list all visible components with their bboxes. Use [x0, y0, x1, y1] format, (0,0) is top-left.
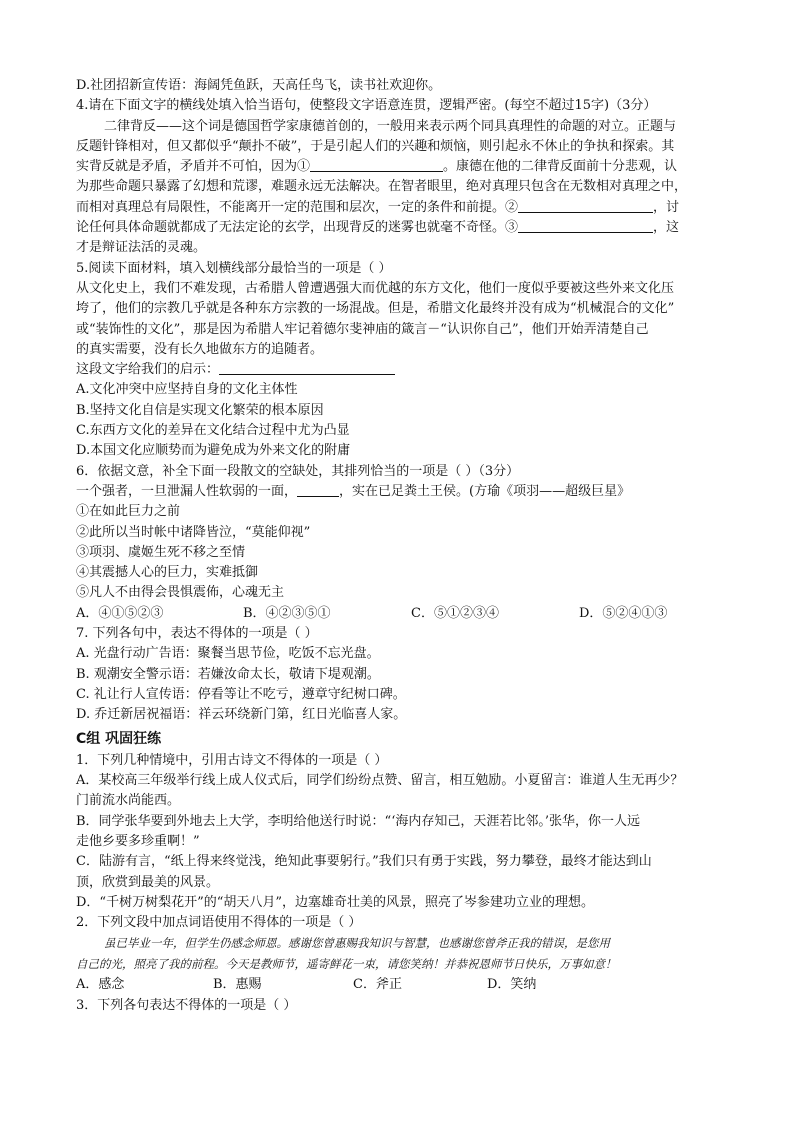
q4-paragraph-line: 为那些命题只暴露了幻想和荒谬，难题永远无法解决。在智者眼里，绝对真理只包含在无数相对真理之中， — [76, 179, 688, 195]
q6-item-5: ⑤凡人不由得会畏惧震佈，心魂无主 — [76, 585, 285, 601]
c2-passage-line: 自己的光，照亮了我的前程。今天是教师节，遥寄鲜花一束，请您笑纳！并恭祝恩师节日快乐，万事如意！ — [76, 957, 617, 972]
q5-option-c: C.东西方文化的差异在文化结合过程中尤为凸显 — [76, 423, 350, 439]
q7-option-c: C. 礼让行人宣传语：停看等让不吃亏，遵章守纪树口碑。 — [76, 686, 406, 702]
c2-option-d: D．笑纳 — [487, 977, 537, 993]
c1-stem: 1．下列几种情境中，引用古诗文不得体的一项是（ ） — [76, 752, 388, 768]
q7-option-b: B. 观潮安全警示语：若嫌汝命太长，敬请下堤观潮。 — [76, 666, 380, 682]
q4-paragraph-line — [76, 157, 732, 177]
q4-text: 。康德在他的二律背反面前十分悲观，认 — [443, 159, 678, 175]
q6-options — [76, 604, 732, 624]
q5-blank[interactable] — [219, 361, 395, 375]
q6-item-1: ①在如此巨力之前 — [76, 504, 181, 520]
c1-option-a: A．某校高三年级举行线上成人仪式后，同学们纷纷点赞、留言，相互勉励。小夏留言：谁道人生无再少？ — [76, 773, 684, 789]
q7-option-a: A. 光盘行动广告语：聚餐当思节俭，吃饭不忘光盘。 — [76, 646, 380, 662]
q4-text: 论任何具体命题就都成了无法定论的玄学，出现背反的迷雾也就毫不奇怪。③ — [76, 220, 519, 236]
c1-option-c: C．陆游有言，“纸上得来终觉浅，绝知此事要躬行。”我们只有勇于实践，努力攀登，最终才能达到山 — [76, 854, 652, 870]
q6-option-a: A．④①⑤②③ — [76, 605, 164, 621]
q5-material-line: 的真实需要，没有长久地做东方的追随者。 — [76, 341, 324, 357]
q4-text: ，讨 — [653, 199, 680, 215]
q5-material-line: 从文化史上，我们不难发现，古希腊人曾遭遇强大而优越的东方文化，他们一度似乎要被这些外来文化压 — [76, 280, 675, 296]
q4-blank-1[interactable] — [310, 158, 443, 172]
q5-material-line: 或“装饰性的文化”，那是因为希腊人牢记着德尔斐神庙的箴言－“认识你自己”，他们开始弄清楚自己 — [76, 321, 649, 337]
q4-paragraph-line: 反题针锋相对，但又都似乎“颠扑不破”，于是引起人们的兴趣和烦恼，则引起永不休止的争执和探索。其 — [76, 138, 675, 154]
q5-option-d: D.本国文化应顺势而为避免成为外来文化的附庸 — [76, 443, 351, 459]
c1-option-b-cont: 走他乡要多珍重啊！” — [76, 833, 200, 849]
q4-paragraph-line — [76, 218, 732, 238]
exam-page — [76, 76, 732, 1016]
c2-stem: 2．下列文段中加点词语使用不得体的一项是（ ） — [76, 915, 362, 931]
q3-option-d: D.社团招新宣传语：海阔凭鱼跃，天高任鸟飞，读书社欢迎你。 — [76, 78, 442, 93]
q4-paragraph-line: 才是辩证法活的灵魂。 — [76, 240, 207, 256]
q6-option-c: C．⑤①②③④ — [411, 605, 499, 621]
q6-item-2: ②此所以当时帐中诸降皆泣，“莫能仰视” — [76, 524, 311, 540]
q7-option-d: D. 乔迁新居祝福语：祥云环绕新门第，红日光临喜人家。 — [76, 707, 407, 723]
c1-option-a-cont: 门前流水尚能西。 — [76, 793, 181, 809]
q5-option-a: A.文化冲突中应坚持自身的文化主体性 — [76, 382, 298, 398]
q4-paragraph-line: 二律背反——这个词是德国哲学家康德首创的，一般用来表示两个同具真理性的命题的对立。正题与 — [104, 118, 677, 134]
c1-option-c-cont: 顶，欣赏到最美的风景。 — [76, 874, 220, 890]
q6-passage — [76, 482, 732, 502]
section-heading-c: C组 巩固狂练 — [76, 730, 162, 747]
q6-option-b: B．④②③⑤① — [243, 605, 331, 621]
q5-prompt-text: 这段文字给我们的启示： — [76, 362, 220, 378]
c2-option-c: C．斧正 — [353, 977, 402, 993]
q4-text: 而相对真理总有局限性，不能离开一定的范围和层次，一定的条件和前提。② — [76, 199, 519, 215]
q5-prompt — [76, 360, 732, 380]
c1-option-d: D．“千树万树梨花开”的“胡天八月”，边塞雄奇壮美的风景，照亮了岑参建功立业的理想。 — [76, 894, 595, 910]
q4-blank-2[interactable] — [518, 199, 653, 213]
q4-text: ，这 — [653, 220, 680, 236]
q6-stem: 6．依据文意，补全下面一段散文的空缺处，其排列恰当的一项是（ ）（3分） — [76, 463, 520, 479]
q5-material-line: 垮了，他们的宗教几乎就是各种东方宗教的一场混战。但是，希腊文化最终并没有成为“机械混合的文化” — [76, 301, 675, 317]
q4-stem: 4.请在下面文字的横线处填入恰当语句，使整段文字语意连贯，逻辑严密。(每空不超过15字)（3分） — [76, 98, 657, 114]
q4-text: 实背反就是矛盾，矛盾并不可怕，因为① — [76, 159, 311, 175]
q4-blank-3[interactable] — [518, 219, 653, 233]
c2-option-a: A．感念 — [76, 977, 125, 993]
q4-paragraph-line — [76, 198, 732, 218]
c2-passage-line: 虽已毕业一年，但学生仍感念师恩。感谢您曾惠赐我知识与智慧，也感谢您曾斧正我的错误，是您用 — [104, 936, 610, 951]
q5-option-b: B.坚持文化自信是实现文化繁荣的根本原因 — [76, 402, 324, 418]
q6-item-3: ③项羽、虞姬生死不移之至情 — [76, 544, 246, 560]
q7-stem: 7. 下列各句中，表达不得体的一项是（ ） — [76, 626, 318, 642]
q6-item-4: ④其震撼人心的巨力，实难抵御 — [76, 565, 259, 581]
q6-text: ，实在已足粪土王侯。(方瑜《项羽——超级巨星》 — [339, 483, 631, 499]
q6-option-d: D．⑤②④①③ — [579, 605, 668, 621]
q5-stem: 5.阅读下面材料，填入划横线部分最恰当的一项是（ ） — [76, 260, 392, 276]
c1-option-b: B．同学张华要到外地去上大学，李明给他送行时说：“‘海内存知己，天涯若比邻。’张华，你一人远 — [76, 813, 640, 829]
c3-stem: 3．下列各句表达不得体的一项是（ ） — [76, 997, 297, 1013]
q6-blank[interactable] — [297, 483, 339, 497]
q6-text: 一个强者，一旦泄漏人性软弱的一面， — [76, 483, 298, 499]
c2-option-b: B．惠赐 — [213, 977, 262, 993]
c2-options — [76, 975, 732, 995]
